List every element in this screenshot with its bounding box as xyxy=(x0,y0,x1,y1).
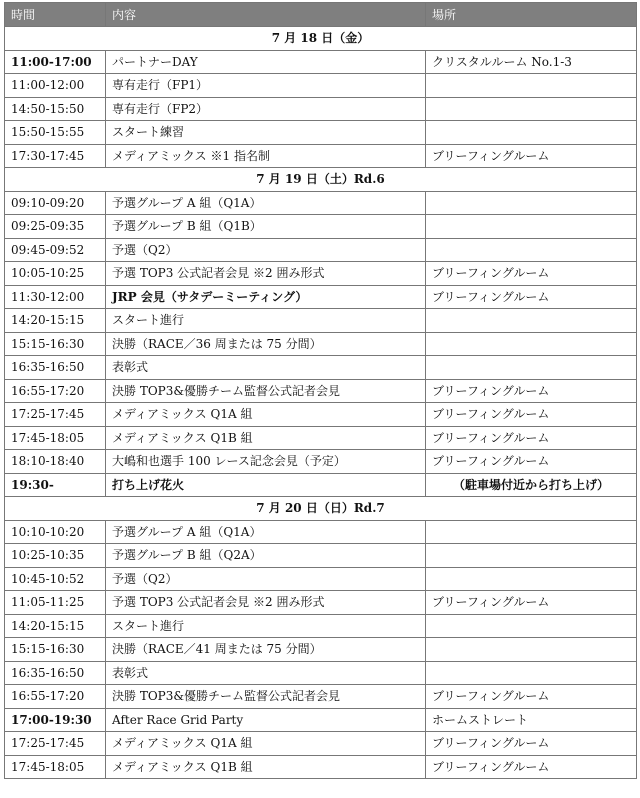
cell-content: メディアミックス Q1B 組 xyxy=(106,426,426,450)
cell-place: ブリーフィングルーム xyxy=(426,450,637,474)
cell-content: 予選グループ A 組（Q1A） xyxy=(106,520,426,544)
cell-time: 11:00-17:00 xyxy=(5,50,106,74)
cell-content: 予選（Q2） xyxy=(106,238,426,262)
header-row xyxy=(5,3,637,27)
cell-content: 表彰式 xyxy=(106,356,426,380)
cell-content: スタート練習 xyxy=(106,121,426,145)
cell-content: 表彰式 xyxy=(106,661,426,685)
cell-place xyxy=(426,614,637,638)
cell-content: スタート進行 xyxy=(106,614,426,638)
cell-place: ブリーフィングルーム xyxy=(426,379,637,403)
cell-place xyxy=(426,97,637,121)
cell-time: 09:25-09:35 xyxy=(5,215,106,239)
cell-time: 11:05-11:25 xyxy=(5,591,106,615)
cell-content: メディアミックス Q1A 組 xyxy=(106,403,426,427)
cell-content: 決勝 TOP3&優勝チーム監督公式記者会見 xyxy=(106,685,426,709)
cell-place xyxy=(426,215,637,239)
table-header xyxy=(5,3,637,27)
cell-place: ブリーフィングルーム xyxy=(426,262,637,286)
cell-time: 14:50-15:50 xyxy=(5,97,106,121)
cell-place xyxy=(426,520,637,544)
cell-place: ブリーフィングルーム xyxy=(426,144,637,168)
schedule-body xyxy=(5,27,637,779)
table-row xyxy=(5,144,637,168)
cell-time: 17:30-17:45 xyxy=(5,144,106,168)
cell-time: 09:10-09:20 xyxy=(5,191,106,215)
table-row xyxy=(5,379,637,403)
table-row xyxy=(5,309,637,333)
cell-time: 09:45-09:52 xyxy=(5,238,106,262)
table-row xyxy=(5,215,637,239)
table-row xyxy=(5,50,637,74)
cell-content: 大嶋和也選手 100 レース記念会見（予定） xyxy=(106,450,426,474)
table-row xyxy=(5,262,637,286)
table-row xyxy=(5,403,637,427)
cell-time: 17:00-19:30 xyxy=(5,708,106,732)
cell-content: After Race Grid Party xyxy=(106,708,426,732)
cell-time: 17:25-17:45 xyxy=(5,403,106,427)
cell-time: 16:55-17:20 xyxy=(5,685,106,709)
table-row xyxy=(5,708,637,732)
table-row xyxy=(5,238,637,262)
table-row xyxy=(5,285,637,309)
cell-place: ブリーフィングルーム xyxy=(426,591,637,615)
cell-place: （駐車場付近から打ち上げ） xyxy=(426,473,637,497)
cell-place: ブリーフィングルーム xyxy=(426,426,637,450)
day-header-row xyxy=(5,497,637,521)
cell-content: 予選グループ A 組（Q1A） xyxy=(106,191,426,215)
cell-content: 予選グループ B 組（Q1B） xyxy=(106,215,426,239)
day-title: 7 月 18 日（金） xyxy=(5,27,637,51)
table-row xyxy=(5,685,637,709)
table-row xyxy=(5,591,637,615)
cell-time: 15:15-16:30 xyxy=(5,332,106,356)
day-header-row xyxy=(5,27,637,51)
table-row xyxy=(5,332,637,356)
cell-place: ブリーフィングルーム xyxy=(426,285,637,309)
cell-place xyxy=(426,309,637,333)
cell-time: 10:10-10:20 xyxy=(5,520,106,544)
table-row xyxy=(5,450,637,474)
cell-place: ホームストレート xyxy=(426,708,637,732)
table-row xyxy=(5,732,637,756)
cell-place: ブリーフィングルーム xyxy=(426,732,637,756)
cell-content: 予選 TOP3 公式記者会見 ※2 囲み形式 xyxy=(106,262,426,286)
table-row xyxy=(5,121,637,145)
cell-place xyxy=(426,544,637,568)
cell-time: 16:55-17:20 xyxy=(5,379,106,403)
table-row xyxy=(5,74,637,98)
cell-time: 10:25-10:35 xyxy=(5,544,106,568)
table-row xyxy=(5,614,637,638)
cell-content: JRP 会見（サタデーミーティング） xyxy=(106,285,426,309)
cell-place xyxy=(426,121,637,145)
table-row xyxy=(5,661,637,685)
cell-place: ブリーフィングルーム xyxy=(426,403,637,427)
schedule-table xyxy=(4,2,637,779)
cell-content: 予選 TOP3 公式記者会見 ※2 囲み形式 xyxy=(106,591,426,615)
cell-time: 15:15-16:30 xyxy=(5,638,106,662)
table-row xyxy=(5,426,637,450)
cell-content: 専有走行（FP2） xyxy=(106,97,426,121)
header-content: 内容 xyxy=(106,3,426,27)
cell-time: 14:20-15:15 xyxy=(5,614,106,638)
cell-time: 11:00-12:00 xyxy=(5,74,106,98)
cell-time: 18:10-18:40 xyxy=(5,450,106,474)
cell-place xyxy=(426,74,637,98)
table-row xyxy=(5,97,637,121)
cell-content: メディアミックス Q1B 組 xyxy=(106,755,426,779)
table-row xyxy=(5,544,637,568)
header-time: 時間 xyxy=(5,3,106,27)
cell-content: 決勝（RACE／41 周または 75 分間） xyxy=(106,638,426,662)
cell-place xyxy=(426,191,637,215)
cell-time: 11:30-12:00 xyxy=(5,285,106,309)
cell-time: 17:25-17:45 xyxy=(5,732,106,756)
table-row xyxy=(5,520,637,544)
cell-place xyxy=(426,356,637,380)
cell-time: 16:35-16:50 xyxy=(5,356,106,380)
cell-place xyxy=(426,332,637,356)
cell-place: ブリーフィングルーム xyxy=(426,685,637,709)
cell-content: 決勝（RACE／36 周または 75 分間） xyxy=(106,332,426,356)
table-row xyxy=(5,755,637,779)
table-row xyxy=(5,191,637,215)
cell-time: 19:30- xyxy=(5,473,106,497)
cell-place: クリスタルルーム No.1-3 xyxy=(426,50,637,74)
day-header-row xyxy=(5,168,637,192)
cell-place xyxy=(426,238,637,262)
table-row xyxy=(5,638,637,662)
cell-content: メディアミックス ※1 指名制 xyxy=(106,144,426,168)
cell-time: 15:50-15:55 xyxy=(5,121,106,145)
cell-content: 打ち上げ花火 xyxy=(106,473,426,497)
cell-time: 10:05-10:25 xyxy=(5,262,106,286)
cell-time: 14:20-15:15 xyxy=(5,309,106,333)
table-row xyxy=(5,473,637,497)
cell-time: 10:45-10:52 xyxy=(5,567,106,591)
cell-content: メディアミックス Q1A 組 xyxy=(106,732,426,756)
table-row xyxy=(5,356,637,380)
day-title: 7 月 20 日（日）Rd.7 xyxy=(5,497,637,521)
header-place: 場所 xyxy=(426,3,637,27)
table-row xyxy=(5,567,637,591)
cell-time: 17:45-18:05 xyxy=(5,426,106,450)
cell-place: ブリーフィングルーム xyxy=(426,755,637,779)
cell-place xyxy=(426,567,637,591)
cell-time: 17:45-18:05 xyxy=(5,755,106,779)
cell-content: パートナーDAY xyxy=(106,50,426,74)
cell-place xyxy=(426,661,637,685)
cell-content: 専有走行（FP1） xyxy=(106,74,426,98)
cell-place xyxy=(426,638,637,662)
day-title: 7 月 19 日（土）Rd.6 xyxy=(5,168,637,192)
cell-content: 予選グループ B 組（Q2A） xyxy=(106,544,426,568)
cell-content: 予選（Q2） xyxy=(106,567,426,591)
cell-time: 16:35-16:50 xyxy=(5,661,106,685)
cell-content: スタート進行 xyxy=(106,309,426,333)
cell-content: 決勝 TOP3&優勝チーム監督公式記者会見 xyxy=(106,379,426,403)
